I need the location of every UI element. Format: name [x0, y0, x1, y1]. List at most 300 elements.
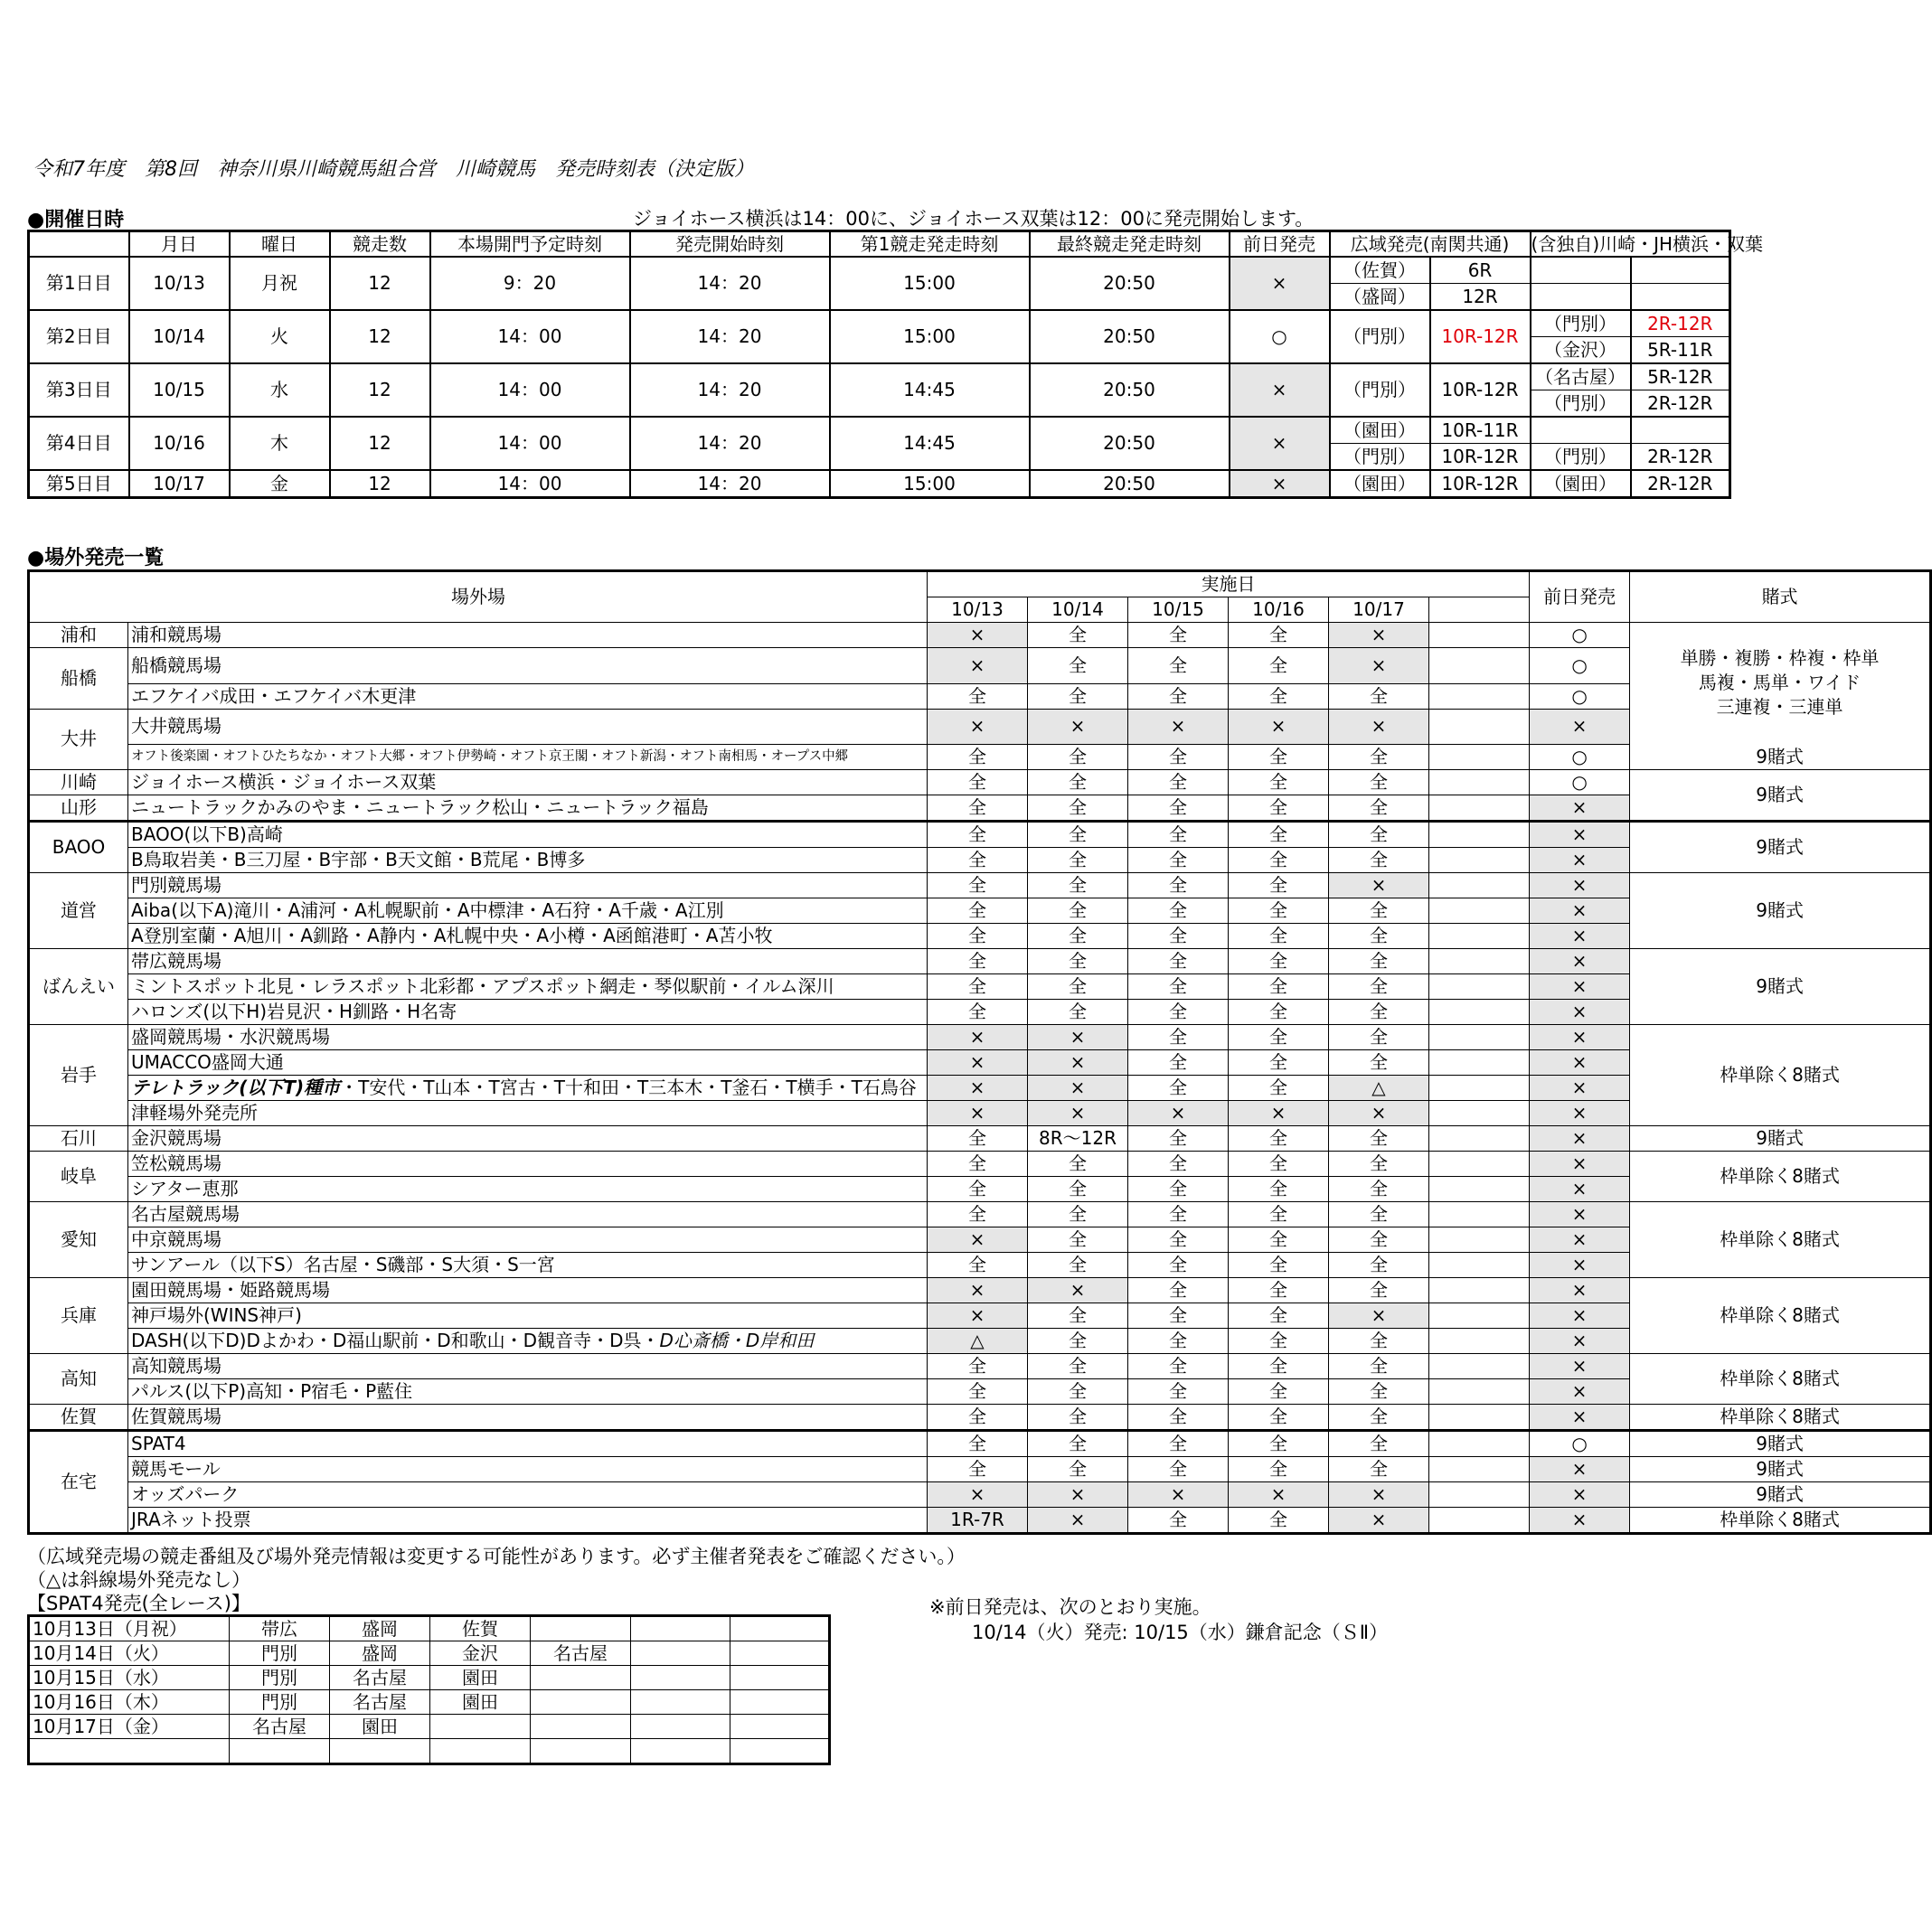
schedule-sale-cell: 14：20: [630, 417, 830, 470]
offsite-bet-header: 賭式: [1630, 571, 1931, 623]
offsite-day-blank: [1429, 1177, 1530, 1202]
offsite-venue-name-text: SPAT4: [131, 1433, 186, 1454]
offsite-day-mark: 全: [1229, 949, 1329, 974]
schedule-first-cell: 15:00: [830, 310, 1030, 363]
schedule-wide-cell: 12R: [1430, 284, 1531, 311]
offsite-pre-mark: ○: [1530, 683, 1630, 709]
offsite-venue-name: [128, 1482, 928, 1508]
offsite-day-mark: 全: [1028, 770, 1128, 795]
offsite-day-mark: ×: [1329, 873, 1429, 898]
offsite-day-mark: ×: [1028, 1101, 1128, 1126]
offsite-day-mark: 全: [1329, 1278, 1429, 1303]
offsite-day-mark: ×: [928, 623, 1028, 648]
spat4-cell: [631, 1641, 730, 1666]
offsite-venue-name: [128, 1303, 928, 1329]
offsite-bet-line: 馬複・馬単・ワイド: [1698, 672, 1861, 693]
offsite-day-mark: 全: [1229, 1457, 1329, 1482]
schedule-own-cell: （名古屋）: [1531, 363, 1631, 390]
offsite-day-mark: ×: [1028, 1278, 1128, 1303]
offsite-venue-name: [128, 1126, 928, 1152]
offsite-day-mark: 全: [1229, 1177, 1329, 1202]
offsite-day-blank: [1429, 1354, 1530, 1379]
offsite-day-mark: ×: [928, 1025, 1028, 1050]
offsite-day-mark: 全: [1329, 1329, 1429, 1354]
offsite-day-mark: 全: [1028, 1177, 1128, 1202]
offsite-day-mark: 全: [1329, 1177, 1429, 1202]
section-schedule-title: ●開催日時: [27, 209, 125, 231]
offsite-day-mark: 全: [1028, 1303, 1128, 1329]
offsite-venue-name-text: 船橋競馬場: [131, 654, 221, 676]
schedule-header-cell: 最終競走発走時刻: [1030, 231, 1230, 258]
schedule-wide-cell: （佐賀）: [1330, 257, 1430, 284]
offsite-pre-mark: ×: [1530, 974, 1630, 1000]
offsite-day-mark: ×: [928, 709, 1028, 745]
offsite-day-mark: 全: [1028, 1457, 1128, 1482]
offsite-day-mark: 全: [1028, 795, 1128, 822]
offsite-day-mark: 全: [1128, 1278, 1229, 1303]
offsite-venue-name: [128, 1354, 928, 1379]
offsite-day-mark: 全: [1028, 1431, 1128, 1457]
schedule-wide-cell: 10R-12R: [1430, 363, 1531, 417]
offsite-pre-mark: ×: [1530, 1508, 1630, 1534]
offsite-day-mark: 全: [1229, 1253, 1329, 1278]
schedule-last-cell: 20:50: [1030, 470, 1230, 498]
offsite-day-mark: 全: [1229, 1076, 1329, 1101]
spat4-cell: 10月17日（金）: [29, 1715, 230, 1739]
schedule-dow-cell: 水: [230, 363, 330, 417]
offsite-venue-name-text: DASH(以下D)Dよかわ・D福山駅前・D和歌山・D観音寺・D呉・: [131, 1330, 660, 1351]
offsite-day-mark: ×: [1128, 709, 1229, 745]
spat4-cell: [531, 1739, 631, 1764]
offsite-area-cell: 大井: [29, 709, 128, 770]
offsite-day-mark: △: [928, 1329, 1028, 1354]
offsite-bet-line: 単勝・複勝・枠複・枠単: [1680, 647, 1880, 669]
offsite-day-mark: 全: [1028, 745, 1128, 770]
offsite-day-blank: [1429, 1482, 1530, 1508]
offsite-day-mark: 全: [1128, 1253, 1229, 1278]
offsite-day-mark: 全: [1229, 1050, 1329, 1076]
spat4-cell: [531, 1666, 631, 1690]
offsite-venue-name-text: ニュートラックかみのやま・ニュートラック松山・ニュートラック福島: [131, 796, 709, 818]
offsite-pre-header: 前日発売: [1530, 571, 1630, 623]
offsite-pre-mark: ×: [1530, 898, 1630, 924]
offsite-day-mark: 全: [1329, 1431, 1429, 1457]
offsite-day-mark: 全: [928, 924, 1028, 949]
offsite-day-mark: 全: [1329, 898, 1429, 924]
offsite-day-mark: 全: [1229, 1202, 1329, 1227]
offsite-day-mark: 全: [1229, 1379, 1329, 1405]
offsite-day-blank: [1429, 1329, 1530, 1354]
offsite-venue-name-text: 津軽場外発売所: [131, 1102, 258, 1124]
spat4-cell: 盛岡: [330, 1641, 430, 1666]
offsite-day-mark: 全: [1028, 848, 1128, 873]
offsite-pre-mark: ○: [1530, 770, 1630, 795]
offsite-pre-mark: ×: [1530, 709, 1630, 745]
offsite-day-mark: 全: [1028, 873, 1128, 898]
offsite-pre-mark: ×: [1530, 1025, 1630, 1050]
offsite-day-mark: ×: [1329, 1508, 1429, 1534]
schedule-own-cell: [1531, 284, 1631, 311]
offsite-day-mark: ×: [1229, 1482, 1329, 1508]
offsite-day-mark: 全: [1329, 1025, 1429, 1050]
offsite-day-mark: 全: [1329, 1227, 1429, 1253]
offsite-day-blank: [1429, 795, 1530, 822]
offsite-bet-cell: 9賭式: [1630, 873, 1931, 949]
offsite-day-blank: [1429, 1025, 1530, 1050]
spat4-cell: 金沢: [430, 1641, 531, 1666]
offsite-day-mark: 全: [1329, 1405, 1429, 1431]
offsite-day-mark: 全: [928, 898, 1028, 924]
offsite-day-mark: 全: [928, 1126, 1028, 1152]
offsite-venue-name: [128, 1405, 928, 1431]
schedule-dow-cell: 月祝: [230, 257, 330, 310]
offsite-day-mark: 全: [928, 848, 1028, 873]
offsite-pre-mark: ×: [1530, 1152, 1630, 1177]
offsite-area-cell: 在宅: [29, 1431, 128, 1534]
spat4-table: [27, 1614, 831, 1765]
footnote-change: （広域発売場の競走番組及び場外発売情報は変更する可能性があります。必ず主催者発表をご確認ください。）: [27, 1546, 966, 1567]
offsite-bet-line: 三連複・三連単: [1716, 696, 1843, 718]
offsite-venue-name-text: エフケイバ成田・エフケイバ木更津: [131, 684, 417, 707]
offsite-venue-name: [128, 1379, 928, 1405]
schedule-date-cell: 10/17: [129, 470, 230, 498]
offsite-day-mark: 全: [928, 1177, 1028, 1202]
schedule-header-cell: 競走数: [330, 231, 430, 258]
offsite-pre-mark: ×: [1530, 795, 1630, 822]
schedule-sale-cell: 14：20: [630, 470, 830, 498]
offsite-day-mark: 全: [928, 1405, 1028, 1431]
schedule-open-cell: 14：00: [430, 363, 630, 417]
offsite-day-mark: 全: [1128, 873, 1229, 898]
offsite-venue-name: [128, 924, 928, 949]
offsite-day-mark: 全: [928, 683, 1028, 709]
offsite-day-mark: 全: [1028, 1227, 1128, 1253]
offsite-day-mark: 全: [928, 1000, 1028, 1025]
offsite-pre-mark: ×: [1530, 1303, 1630, 1329]
schedule-open-cell: 14：00: [430, 470, 630, 498]
offsite-area-cell: 浦和: [29, 623, 128, 648]
offsite-venue-name: [128, 949, 928, 974]
schedule-own-cell: [1631, 284, 1730, 311]
spat4-cell: [730, 1690, 830, 1715]
offsite-day-mark: 全: [1229, 822, 1329, 848]
offsite-date-header: 10/13: [928, 597, 1028, 623]
offsite-day-mark: 全: [1028, 1000, 1128, 1025]
offsite-day-mark: 全: [928, 1431, 1028, 1457]
offsite-day-mark: 全: [928, 1152, 1028, 1177]
offsite-venue-name-text: 佐賀競馬場: [131, 1406, 221, 1427]
offsite-day-mark: 全: [928, 1379, 1028, 1405]
offsite-bet-cell: 枠単除く8賭式: [1630, 1405, 1931, 1431]
offsite-area-cell: 岐阜: [29, 1152, 128, 1202]
offsite-area-cell: 佐賀: [29, 1405, 128, 1431]
offsite-bet-cell: 9賭式: [1630, 770, 1931, 822]
offsite-day-blank: [1429, 949, 1530, 974]
offsite-pre-mark: ○: [1530, 1431, 1630, 1457]
schedule-own-cell: 2R-12R: [1631, 310, 1730, 337]
offsite-day-mark: ×: [928, 1076, 1028, 1101]
spat4-cell: [631, 1616, 730, 1641]
offsite-venue-name-text: 大井競馬場: [131, 715, 221, 738]
offsite-area-cell: 石川: [29, 1126, 128, 1152]
offsite-day-mark: ×: [928, 1482, 1028, 1508]
offsite-day-blank: [1429, 623, 1530, 648]
offsite-day-mark: 全: [1229, 1405, 1329, 1431]
schedule-own-cell: 5R-12R: [1631, 363, 1730, 390]
offsite-venue-name: [128, 1431, 928, 1457]
spat4-cell: 門別: [230, 1690, 330, 1715]
offsite-day-mark: 全: [1028, 1405, 1128, 1431]
schedule-pre-cell: ×: [1230, 257, 1330, 310]
schedule-header-cell: 広域発売(南関共通): [1330, 231, 1531, 258]
offsite-day-mark: 全: [1329, 1000, 1429, 1025]
offsite-day-mark: ×: [1329, 648, 1429, 684]
offsite-day-mark: 全: [1028, 1152, 1128, 1177]
schedule-header-cell: [29, 231, 129, 258]
offsite-day-mark: 全: [1229, 1508, 1329, 1534]
offsite-pre-mark: ○: [1530, 623, 1630, 648]
offsite-day-mark: 全: [1329, 1379, 1429, 1405]
offsite-day-mark: ×: [928, 648, 1028, 684]
offsite-day-mark: 全: [928, 873, 1028, 898]
schedule-dow-cell: 火: [230, 310, 330, 363]
offsite-day-mark: 全: [928, 1202, 1028, 1227]
offsite-day-blank: [1429, 1126, 1530, 1152]
offsite-day-mark: 全: [1128, 683, 1229, 709]
offsite-venue-name-text: 高知競馬場: [131, 1355, 221, 1377]
offsite-day-mark: 全: [1329, 1253, 1429, 1278]
offsite-day-mark: ×: [928, 1278, 1028, 1303]
spat4-cell: 盛岡: [330, 1616, 430, 1641]
offsite-day-mark: 全: [1128, 623, 1229, 648]
spat4-cell: 10月15日（水）: [29, 1666, 230, 1690]
schedule-own-cell: （園田）: [1531, 470, 1631, 498]
offsite-pre-mark: ×: [1530, 1227, 1630, 1253]
spat4-cell: [730, 1641, 830, 1666]
schedule-day-cell: 第4日目: [29, 417, 129, 470]
offsite-day-mark: 全: [1329, 924, 1429, 949]
offsite-venue-name: [128, 1278, 928, 1303]
offsite-day-mark: ×: [1329, 1303, 1429, 1329]
offsite-venue-header: 場外場: [29, 571, 928, 623]
spat4-cell: 名古屋: [531, 1641, 631, 1666]
offsite-venue-name: [128, 974, 928, 1000]
offsite-day-mark: 全: [1128, 974, 1229, 1000]
offsite-day-mark: 全: [1128, 795, 1229, 822]
offsite-day-mark: 全: [928, 1354, 1028, 1379]
offsite-venue-name-text: シアター恵那: [131, 1178, 239, 1199]
schedule-wide-cell: 10R-12R: [1430, 470, 1531, 498]
offsite-venue-name-text: オッズパーク: [131, 1483, 240, 1505]
spat4-cell: 園田: [430, 1666, 531, 1690]
offsite-day-mark: 全: [1329, 822, 1429, 848]
offsite-day-mark: 全: [1329, 1202, 1429, 1227]
offsite-pre-mark: ○: [1530, 745, 1630, 770]
offsite-day-mark: ×: [1229, 709, 1329, 745]
offsite-area-cell: 船橋: [29, 648, 128, 710]
schedule-wide-cell: 10R-12R: [1430, 444, 1531, 471]
offsite-venue-name: [128, 873, 928, 898]
offsite-day-blank: [1429, 1278, 1530, 1303]
offsite-day-mark: ×: [1028, 709, 1128, 745]
schedule-pre-cell: ×: [1230, 417, 1330, 470]
offsite-day-blank: [1429, 974, 1530, 1000]
offsite-day-mark: 全: [1329, 683, 1429, 709]
offsite-day-blank: [1429, 898, 1530, 924]
offsite-venue-name: [128, 795, 928, 822]
offsite-day-mark: 全: [1128, 1000, 1229, 1025]
offsite-area-cell: 兵庫: [29, 1278, 128, 1354]
offsite-venue-name: [128, 770, 928, 795]
offsite-day-mark: 全: [1028, 924, 1128, 949]
offsite-venue-name: [128, 1000, 928, 1025]
schedule-pre-cell: ×: [1230, 363, 1330, 417]
offsite-area-cell: 道営: [29, 873, 128, 949]
offsite-day-mark: 全: [1128, 949, 1229, 974]
offsite-day-mark: 全: [1229, 974, 1329, 1000]
offsite-area-cell: 川崎: [29, 770, 128, 795]
offsite-venue-name-text: Aiba(以下A)滝川・A浦河・A札幌駅前・A中標津・A石狩・A千歳・A江別: [131, 899, 724, 921]
offsite-venue-name-text: A登別室蘭・A旭川・A釧路・A静内・A札幌中央・A小樽・A函館港町・A苫小牧: [131, 925, 773, 946]
spat4-cell: [730, 1666, 830, 1690]
offsite-day-mark: ×: [928, 1050, 1028, 1076]
offsite-day-blank: [1429, 1076, 1530, 1101]
schedule-last-cell: 20:50: [1030, 417, 1230, 470]
offsite-day-blank: [1429, 1457, 1530, 1482]
offsite-venue-name-text: ハロンズ(以下H)岩見沢・H釧路・H名寄: [131, 1001, 457, 1022]
offsite-day-blank: [1429, 1431, 1530, 1457]
offsite-day-blank: [1429, 822, 1530, 848]
offsite-day-blank: [1429, 1152, 1530, 1177]
schedule-own-cell: （門別）: [1531, 444, 1631, 471]
offsite-day-mark: ×: [1028, 1076, 1128, 1101]
offsite-venue-name: [128, 1177, 928, 1202]
schedule-open-cell: 14：00: [430, 417, 630, 470]
spat4-cell: [730, 1739, 830, 1764]
offsite-day-mark: △: [1329, 1076, 1429, 1101]
schedule-wide-cell: 6R: [1430, 257, 1531, 284]
offsite-day-mark: ×: [1028, 1050, 1128, 1076]
offsite-day-blank: [1429, 924, 1530, 949]
offsite-date-header: 10/17: [1329, 597, 1429, 623]
offsite-day-mark: 全: [1028, 949, 1128, 974]
offsite-day-mark: 全: [1329, 848, 1429, 873]
offsite-bet-cell: 枠単除く8賭式: [1630, 1354, 1931, 1405]
offsite-day-blank: [1429, 745, 1530, 770]
offsite-bet-cell: 枠単除く8賭式: [1630, 1508, 1931, 1534]
offsite-day-mark: 全: [928, 822, 1028, 848]
offsite-day-mark: 全: [1229, 1227, 1329, 1253]
spat4-cell: [531, 1690, 631, 1715]
offsite-day-mark: ×: [1028, 1508, 1128, 1534]
offsite-area-cell: 岩手: [29, 1025, 128, 1126]
offsite-pre-mark: ×: [1530, 822, 1630, 848]
offsite-venue-name: [128, 709, 928, 745]
zenjitsu-detail: 10/14（火）発売: 10/15（水）鎌倉記念（ＳⅡ）: [972, 1622, 1389, 1643]
offsite-day-blank: [1429, 1405, 1530, 1431]
spat4-cell: [430, 1739, 531, 1764]
offsite-bet-cell: 9賭式: [1630, 1126, 1931, 1152]
schedule-header-cell: 月日: [129, 231, 230, 258]
offsite-venue-name-text: 中京競馬場: [131, 1228, 221, 1250]
schedule-own-cell: 2R-12R: [1631, 470, 1730, 498]
offsite-venue-name: [128, 1202, 928, 1227]
offsite-venue-name-text: ミントスポット北見・レラスポット北彩都・アプスポット網走・琴似駅前・イルム深川: [131, 975, 834, 997]
schedule-sale-cell: 14：20: [630, 310, 830, 363]
offsite-day-blank: [1429, 1508, 1530, 1534]
offsite-day-mark: 全: [1229, 770, 1329, 795]
offsite-day-mark: 全: [1128, 1025, 1229, 1050]
offsite-pre-mark: ×: [1530, 1354, 1630, 1379]
schedule-wide-cell: （門別）: [1330, 444, 1430, 471]
schedule-header-cell: 曜日: [230, 231, 330, 258]
offsite-venue-name-text: 盛岡競馬場・水沢競馬場: [131, 1026, 330, 1048]
offsite-day-mark: 全: [1329, 1126, 1429, 1152]
offsite-day-mark: 全: [1028, 1379, 1128, 1405]
offsite-venue-name: [128, 1050, 928, 1076]
offsite-day-mark: 全: [1028, 623, 1128, 648]
schedule-header-cell: (含独自)川崎・JH横浜・双葉: [1531, 231, 1730, 258]
offsite-day-mark: 全: [1128, 1431, 1229, 1457]
offsite-day-mark: 全: [1028, 974, 1128, 1000]
schedule-dow-cell: 金: [230, 470, 330, 498]
offsite-day-mark: 8R～12R: [1028, 1126, 1128, 1152]
offsite-day-mark: ×: [1329, 1101, 1429, 1126]
schedule-date-cell: 10/15: [129, 363, 230, 417]
offsite-day-mark: 全: [1229, 623, 1329, 648]
offsite-venue-name: [128, 683, 928, 709]
schedule-own-cell: 2R-12R: [1631, 390, 1730, 418]
spat4-cell: [631, 1666, 730, 1690]
spat4-cell: 10月14日（火）: [29, 1641, 230, 1666]
schedule-open-cell: 9：20: [430, 257, 630, 310]
offsite-day-mark: 全: [928, 1253, 1028, 1278]
offsite-venue-name-text: サンアール（以下S）名古屋・S磯部・S大須・S一宮: [131, 1254, 555, 1275]
offsite-day-mark: ×: [1229, 1101, 1329, 1126]
offsite-day-blank: [1429, 1303, 1530, 1329]
offsite-day-mark: ×: [1028, 1482, 1128, 1508]
schedule-date-cell: 10/14: [129, 310, 230, 363]
offsite-venue-name: [128, 1152, 928, 1177]
offsite-bet-cell: 9賭式: [1630, 1457, 1931, 1482]
offsite-pre-mark: ×: [1530, 1202, 1630, 1227]
schedule-dow-cell: 木: [230, 417, 330, 470]
offsite-day-mark: 全: [1329, 795, 1429, 822]
offsite-venue-name: [128, 623, 928, 648]
spat4-cell: [631, 1739, 730, 1764]
offsite-day-mark: 全: [1329, 745, 1429, 770]
schedule-own-cell: [1631, 417, 1730, 444]
offsite-day-mark: 全: [1128, 1202, 1229, 1227]
offsite-day-blank: [1429, 1000, 1530, 1025]
offsite-venue-name-text: パルス(以下P)高知・P宿毛・P藍住: [131, 1380, 413, 1402]
offsite-day-mark: 全: [1229, 1354, 1329, 1379]
offsite-venue-name: [128, 1025, 928, 1050]
offsite-venue-name-text: オフト後楽園・オフトひたちなか・オフト大郷・オフト伊勢崎・オフト京王閣・オフト新潟・オフト南相馬・オープス中郷: [131, 748, 849, 764]
spat4-cell: [730, 1616, 830, 1641]
schedule-wide-cell: （園田）: [1330, 417, 1430, 444]
offsite-bet-cell: 枠単除く8賭式: [1630, 1202, 1931, 1278]
offsite-pre-mark: ×: [1530, 1101, 1630, 1126]
offsite-bet-cell: 9賭式: [1630, 949, 1931, 1025]
offsite-venue-name: [128, 1457, 928, 1482]
schedule-date-cell: 10/13: [129, 257, 230, 310]
offsite-venue-name: [128, 822, 928, 848]
offsite-day-mark: 全: [1229, 1152, 1329, 1177]
offsite-day-mark: 全: [1028, 683, 1128, 709]
offsite-pre-mark: ×: [1530, 924, 1630, 949]
spat4-cell: 園田: [430, 1690, 531, 1715]
